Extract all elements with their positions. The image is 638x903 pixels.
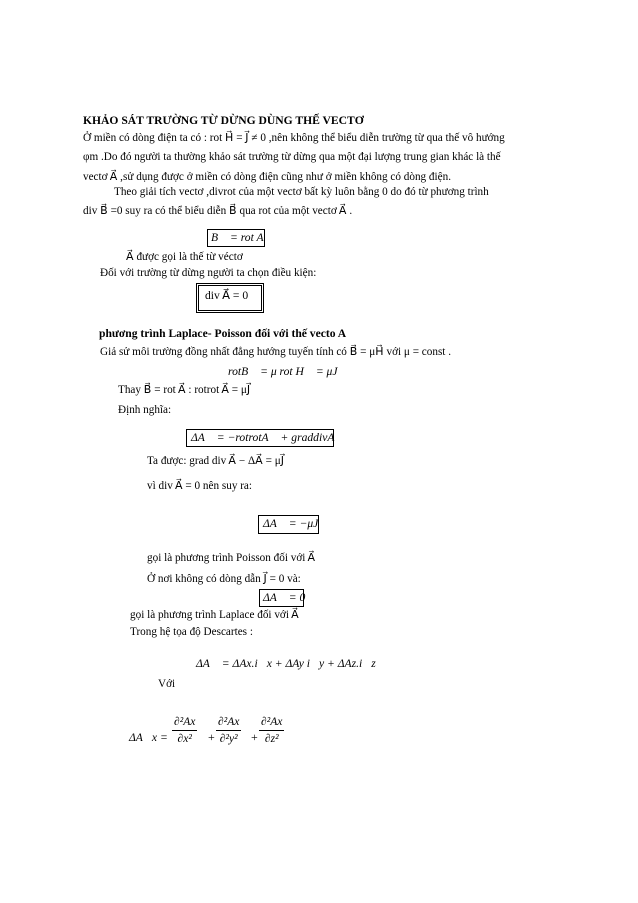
paragraph-line: gọi là phương trình Laplace đối với A⃗: [130, 609, 299, 621]
paragraph-line: Theo giải tích vectơ ,divrot của một vectơ bất kỳ luôn bằng 0 do đó từ phương trình: [114, 186, 489, 198]
fraction-numerator: ∂²Ax: [216, 715, 241, 731]
paragraph-line: Ta được: grad div A⃗ − ΔA⃗ = μJ⃗: [147, 455, 285, 467]
equation-b-rot-a: B⃗ = rot A⃗: [211, 231, 273, 244]
fraction-term-x: [172, 715, 197, 746]
paragraph-line: div B⃗ =0 suy ra có thể biểu diễn B⃗ qua rot của một vectơ A⃗ .: [83, 205, 353, 217]
paragraph-line: φm .Do đó người ta thường khảo sát trường từ dừng qua một đại lượng trung gian khác là thế: [83, 151, 501, 163]
fraction-term-y: [216, 715, 241, 746]
equation-laplace: ΔA⃗ = 0: [263, 591, 306, 604]
section-heading: phương trình Laplace- Poisson đối với thế vecto A⃗: [99, 327, 356, 340]
equation-laplacian-def: ΔA⃗ = −rotrotA⃗ + graddivA⃗: [191, 431, 344, 444]
equation-components: ΔA⃗ = ΔAx.i⃗x + ΔAy i⃗y + ΔAz.i⃗z: [196, 657, 376, 670]
paragraph-line: Ở miền có dòng điện ta có : rot H⃗ = J⃗ ≠ 0 ,nên không thể biểu diễn trường từ qua thế vô hướng: [83, 132, 505, 144]
paragraph-line: Trong hệ tọa độ Descartes :: [130, 626, 253, 638]
equation-rot-b: rotB⃗ = μ rot H⃗ = μJ⃗: [228, 365, 347, 378]
definition-line: A⃗ được gọi là thế từ véctơ: [126, 251, 243, 263]
paragraph-line: Ở nơi không có dòng dẫn J⃗ = 0 và:: [147, 573, 301, 585]
fraction-denominator: ∂²y²: [219, 732, 238, 745]
fraction-numerator: ∂²Ax: [259, 715, 284, 731]
fraction-term-z: [259, 715, 284, 746]
equation-ax-lhs: ΔA⃗x =: [129, 731, 168, 744]
paragraph-line: Với: [158, 678, 176, 690]
fraction-numerator: ∂²Ax: [172, 715, 197, 731]
paragraph-line: Giả sử môi trường đồng nhất đẳng hướng tuyến tính có B⃗ = μH⃗ với μ = const .: [100, 346, 452, 358]
fraction-denominator: ∂z²: [264, 732, 279, 745]
plus-sign: +: [208, 730, 215, 744]
fraction-denominator: ∂x²: [177, 732, 192, 745]
paragraph-line: Định nghĩa:: [118, 404, 172, 416]
equation-div-a: div A⃗ = 0: [205, 289, 249, 302]
paragraph-line: gọi là phương trình Poisson đối với A⃗: [147, 552, 316, 564]
paragraph-line: Thay B⃗ = rot A⃗ : rotrot A⃗ = μJ⃗: [118, 384, 251, 396]
paragraph-line: vectơ A⃗ ,sử dụng được ở miền có dòng điện cũng như ở miền không có dòng điện.: [83, 171, 451, 183]
paragraph-line: vì div A⃗ = 0 nên suy ra:: [147, 480, 253, 492]
page-title: KHẢO SÁT TRƯỜNG TỪ DỪNG DÙNG THẾ VECTƠ: [83, 114, 364, 127]
plus-sign: +: [251, 730, 258, 744]
gauge-line: Đối với trường từ dừng người ta chọn điều kiện:: [100, 267, 317, 279]
equation-poisson: ΔA⃗ = −μJ⃗: [263, 517, 328, 530]
